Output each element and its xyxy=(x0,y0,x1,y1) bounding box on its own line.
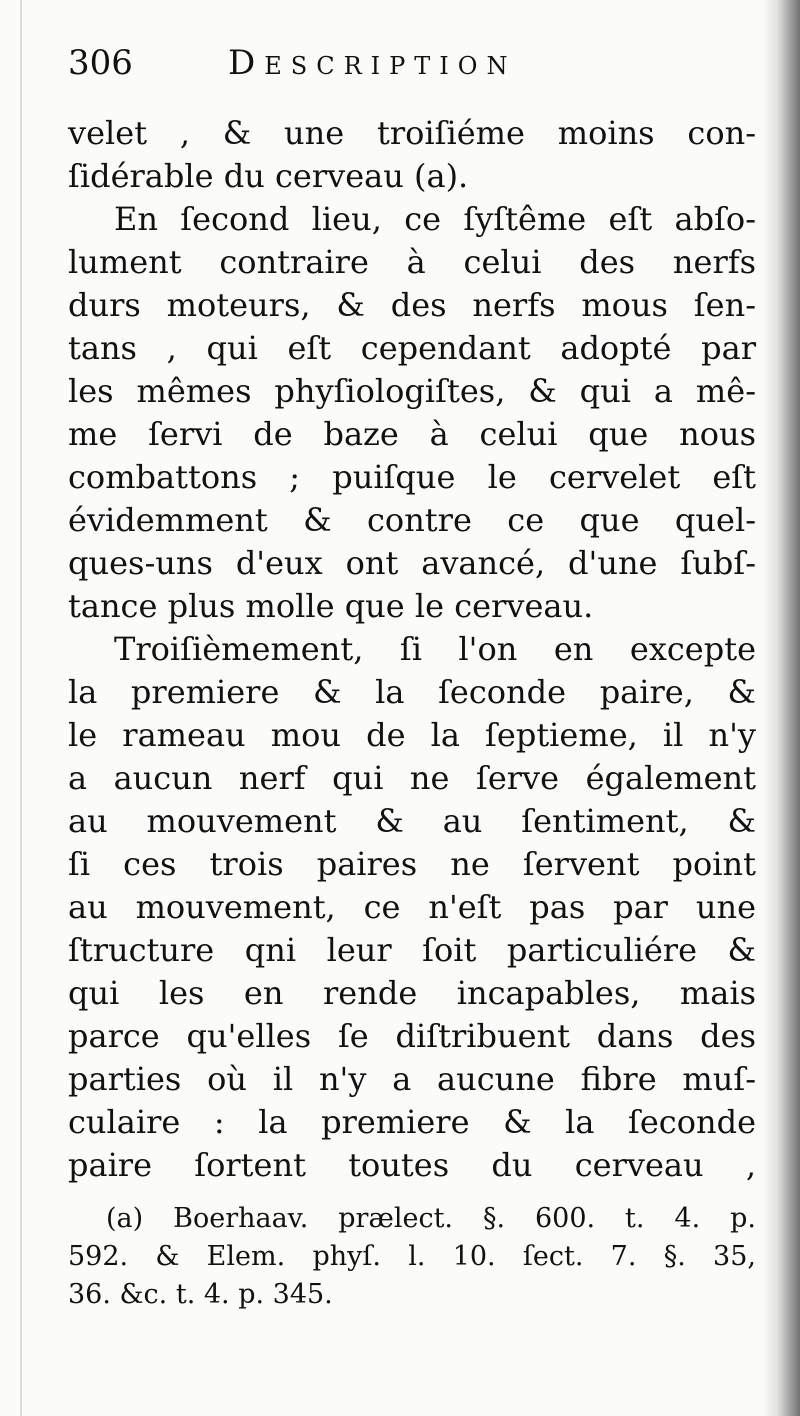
text-line: ques-uns d'eux ont avancé, d'une ſubſ- xyxy=(68,544,756,582)
text-line: ſidérable du cerveau (a). xyxy=(68,157,469,195)
page-number: 306 xyxy=(68,43,133,83)
text-line: tance plus molle que le cerveau. xyxy=(68,587,594,625)
text-line: combattons ; puiſque le cervelet eſt xyxy=(68,458,756,496)
text-line: la premiere & la ſeconde paire, & xyxy=(68,673,756,711)
text-line: parties où il n'y a aucune fibre muſ- xyxy=(68,1060,756,1098)
text-line: a aucun nerf qui ne ſerve également xyxy=(68,759,756,797)
footnote xyxy=(68,1200,756,1314)
text-line: paire ſortent toutes du cerveau , xyxy=(68,1146,756,1184)
text-line: ſtructure qni leur ſoit particuliére & xyxy=(68,931,756,969)
text-line: ſi ces trois paires ne ſervent point xyxy=(68,845,756,883)
page-header xyxy=(68,38,748,88)
text-line: Troiſièmement, ſi l'on en excepte xyxy=(114,630,756,668)
text-line: durs moteurs, & des nerfs mous ſen- xyxy=(68,286,756,324)
text-line: évidemment & contre ce que quel- xyxy=(68,501,756,539)
text-line: au mouvement, ce n'eſt pas par une xyxy=(68,888,756,926)
text-line: velet , & une troiſiéme moins con- xyxy=(68,114,756,152)
text-line: les mêmes phyſiologiſtes, & qui a mê- xyxy=(68,372,756,410)
text-line: le rameau mou de la ſeptieme, il n'y xyxy=(68,716,756,754)
text-line: culaire : la premiere & la ſeconde xyxy=(68,1103,756,1141)
footnote-line: (a) Boerhaav. prælect. §. 600. t. 4. p. xyxy=(106,1203,756,1234)
footnote-line: 592. & Elem. phyſ. l. 10. ſect. 7. §. 35, xyxy=(68,1241,756,1272)
running-head: Description xyxy=(228,43,517,83)
text-line: qui les en rende incapables, mais xyxy=(68,974,756,1012)
footnote-line: 36. &c. t. 4. p. 345. xyxy=(68,1279,333,1310)
page-edge-shadow xyxy=(762,0,800,1416)
page-gutter-line xyxy=(20,0,22,1416)
text-line: lument contraire à celui des nerfs xyxy=(68,243,756,281)
text-line: parce qu'elles ſe diſtribuent dans des xyxy=(68,1017,756,1055)
text-line: En ſecond lieu, ce ſyſtême eſt abſo- xyxy=(114,200,756,238)
text-line: au mouvement & au ſentiment, & xyxy=(68,802,756,840)
body-text xyxy=(68,112,756,1187)
text-line: me ſervi de baze à celui que nous xyxy=(68,415,756,453)
text-line: tans , qui eſt cependant adopté par xyxy=(68,329,756,367)
